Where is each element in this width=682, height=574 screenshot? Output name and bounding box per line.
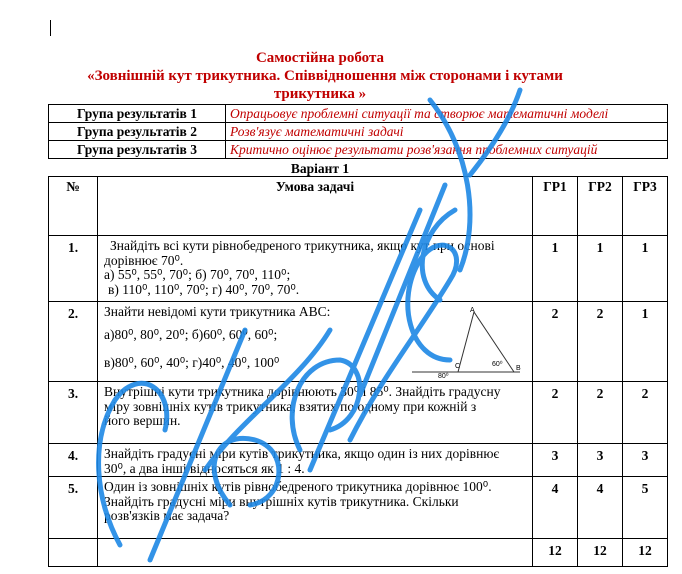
tasks-table (48, 176, 668, 567)
doc-topic: «Зовнішній кут трикутника. Співвідношення між сторонами і кутами (87, 68, 563, 84)
task-condition (98, 382, 533, 444)
totals-condition-cell (98, 539, 533, 567)
score-gr3: 2 (623, 382, 668, 444)
totals-row (49, 539, 668, 567)
task-line: а)80⁰, 80⁰, 20⁰; б)60⁰, 60⁰, 60⁰; (104, 326, 278, 342)
vertex-c-label: C (455, 363, 461, 370)
score-gr1: 1 (533, 236, 578, 302)
task-row (49, 236, 668, 302)
score-gr2: 3 (578, 444, 623, 477)
total-gr3: 12 (623, 539, 668, 567)
group-label: Група результатів 2 (49, 123, 226, 141)
text-cursor (50, 20, 51, 36)
tasks-header-row (49, 177, 668, 236)
doc-topic-cont: трикутника » (273, 86, 367, 102)
task-line: його вершин. (104, 413, 181, 428)
score-gr3: 1 (623, 302, 668, 382)
score-gr2: 2 (578, 382, 623, 444)
doc-title: Самостійна робота (255, 50, 385, 66)
group-row (49, 141, 668, 159)
triangle-figure (408, 306, 526, 378)
task-line: в) 110⁰, 110⁰, 70⁰; г) 40⁰, 70⁰, 70⁰. (108, 281, 300, 297)
score-gr3: 5 (623, 477, 668, 539)
task-line: дорівнює 70⁰. (104, 252, 184, 268)
score-gr1: 3 (533, 444, 578, 477)
angle-ext-c-label: 80⁰ (438, 373, 449, 378)
col-header-number: № (49, 177, 98, 236)
task-line: Знайти невідомі кути трикутника ABC: (104, 304, 331, 319)
results-groups-table (48, 104, 668, 159)
task-number: 4. (49, 444, 98, 477)
group-row (49, 123, 668, 141)
task-line: Знайдіть всі кути рівнобедреного трикутника, якщо кут при основі (110, 238, 495, 253)
variant-heading: Варіант 1 (290, 161, 350, 176)
score-gr1: 4 (533, 477, 578, 539)
group-row (49, 105, 668, 123)
col-header-gr3: ГР3 (623, 177, 668, 236)
task-line: а) 55⁰, 55⁰, 70⁰; б) 70⁰, 70⁰, 110⁰; (104, 267, 291, 282)
task-number: 1. (49, 236, 98, 302)
score-gr1: 2 (533, 302, 578, 382)
vertex-b-label: B (516, 365, 521, 372)
task-line: 30⁰, а два інші відносяться як 1 : 4. (104, 460, 305, 476)
group-description: Критично оцінює результати розв'язання проблемних ситуацій (226, 141, 668, 159)
col-header-condition: Умова задачі (98, 177, 533, 236)
totals-number-cell (49, 539, 98, 567)
col-header-gr2: ГР2 (578, 177, 623, 236)
task-line: в)80⁰, 60⁰, 40⁰; г)40⁰, 40⁰, 100⁰ (104, 355, 280, 370)
task-line: Знайдіть градусні міри кутів трикутника, якщо один із них дорівнює (104, 446, 500, 461)
task-condition (98, 302, 533, 382)
score-gr2: 4 (578, 477, 623, 539)
task-number: 2. (49, 302, 98, 382)
total-gr1: 12 (533, 539, 578, 567)
task-row (49, 382, 668, 444)
total-gr2: 12 (578, 539, 623, 567)
task-condition (98, 444, 533, 477)
task-number: 3. (49, 382, 98, 444)
task-line: розв'язків має задача? (104, 508, 230, 523)
task-line: Один із зовнішніх кутів рівнобедреного трикутника дорівнює 100⁰. (104, 479, 492, 494)
score-gr2: 1 (578, 236, 623, 302)
col-header-gr1: ГР1 (533, 177, 578, 236)
task-row (49, 302, 668, 382)
score-gr3: 1 (623, 236, 668, 302)
vertex-a-label: A (470, 307, 475, 314)
task-condition (98, 477, 533, 539)
task-row (49, 477, 668, 539)
group-description: Опрацьовує проблемні ситуації та створює математичні моделі (226, 105, 668, 123)
score-gr3: 3 (623, 444, 668, 477)
group-description: Розв'язує математичні задачі (226, 123, 668, 141)
angle-b-label: 60⁰ (492, 361, 503, 368)
task-line: Знайдіть градусні міри внутрішніх кутів трикутника. Скільки (104, 493, 459, 509)
task-line: Внутрішні кути трикутника дорівнюють 30⁰ і 85⁰. Знайдіть градусну (104, 384, 501, 399)
group-label: Група результатів 1 (49, 105, 226, 123)
task-condition (98, 236, 533, 302)
score-gr2: 2 (578, 302, 623, 382)
task-row (49, 444, 668, 477)
group-label: Група результатів 3 (49, 141, 226, 159)
task-line: міру зовнішніх кутів трикутника, взятих по одному при кожній з (104, 398, 477, 414)
score-gr1: 2 (533, 382, 578, 444)
task-number: 5. (49, 477, 98, 539)
